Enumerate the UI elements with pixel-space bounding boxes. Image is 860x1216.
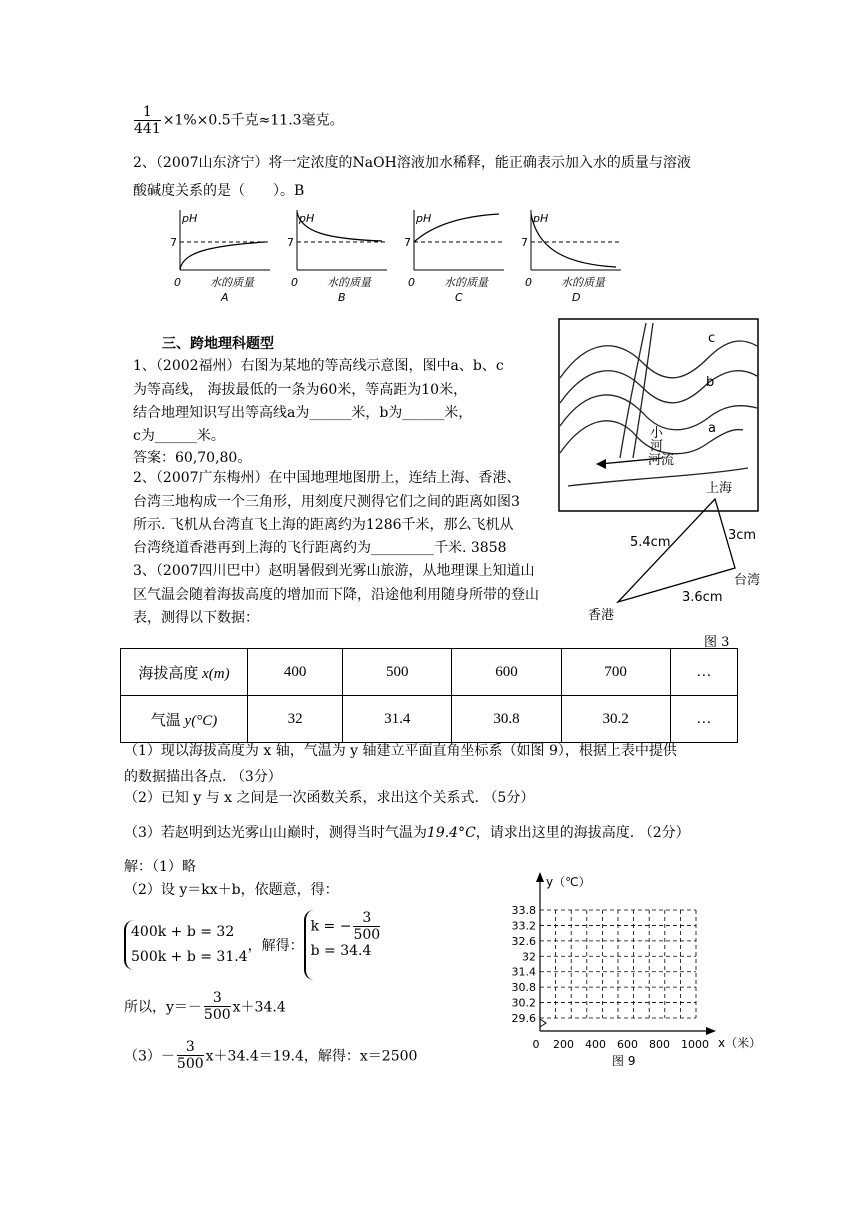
data-table	[120, 648, 738, 743]
table-cell: 400	[248, 649, 343, 696]
equation-system	[124, 910, 382, 980]
ph-option-letter: B	[338, 291, 346, 304]
q3-line2: 区气温会随着海拔高度的增加而下降，沿途他利用随身所带的登山	[133, 587, 539, 603]
k-fraction	[353, 910, 380, 943]
ph-graph-a	[170, 210, 270, 304]
altitude-var: x(m)	[202, 665, 230, 682]
ph-axis-label: pH	[182, 212, 198, 225]
river-label-3: 河流	[648, 453, 675, 468]
ph-water-label: 水的质量	[327, 276, 371, 289]
table-cell: 600	[452, 649, 561, 696]
equation-1: 400k + b = 32	[131, 924, 235, 940]
sub1-line1: （1）现以海拔高度为 x 轴，气温为 y 轴建立平面直角坐标系（如图 9），根据上表中提供	[124, 743, 677, 759]
figure3-caption: 图 3	[704, 635, 730, 650]
label-taiwan: 台湾	[734, 573, 761, 588]
k-frac-den: 500	[353, 927, 381, 943]
grid-y-arrow	[536, 872, 544, 882]
grid-y-label: y（℃）	[546, 875, 591, 889]
ph-water-label: 水的质量	[210, 276, 254, 289]
river-label-2: 河	[650, 439, 664, 454]
dist-shanghai-taiwan: 3cm	[728, 528, 757, 543]
grid-y-tick: 29.6	[511, 1012, 536, 1025]
part3-line	[124, 1039, 417, 1072]
ph-option-letter: A	[221, 291, 229, 304]
table-cell: 500	[343, 649, 452, 696]
equation-brace-left	[124, 920, 248, 970]
ph-axis-label: pH	[299, 212, 315, 225]
ph-curve	[180, 242, 265, 270]
ph-origin-label: 0	[291, 276, 298, 289]
grid-axis-break	[540, 1019, 546, 1027]
part3-fraction	[177, 1039, 204, 1072]
sub3-line	[124, 823, 690, 843]
ph-water-label: 水的质量	[561, 276, 605, 289]
grid-x-tick: 400	[585, 1038, 606, 1051]
q2-line3: 所示. 飞机从台湾直飞上海的距离约为1286千米，那么飞机从	[133, 517, 514, 533]
result-frac-num: 3	[204, 990, 231, 1007]
ph-seven-label: 7	[404, 236, 411, 249]
q1-line3: 结合地理知识写出等高线a为______米，b为______米，	[133, 405, 473, 421]
q1-line4: c为______米。	[133, 428, 225, 444]
solution-part2: （2）设 y＝kx＋b，依题意，得：	[124, 882, 339, 898]
calc-rest: ×1%×0.5千克≈11.3毫克。	[162, 112, 344, 129]
contour-label-b: b	[706, 375, 715, 390]
q1-line1: 1、（2002福州）右图为某地的等高线示意图，图中a、b、c	[133, 358, 504, 374]
ph-graphs	[160, 206, 640, 306]
table-cell: 30.2	[561, 696, 670, 743]
grid-y-tick: 30.8	[511, 981, 536, 995]
grid-caption: 图 9	[612, 1054, 636, 1068]
result-suffix: x＋34.4	[232, 999, 286, 1016]
dist-hongkong-taiwan: 3.6cm	[682, 590, 723, 605]
q2-line2: 台湾三地构成一个三角形，用刻度尺测得它们之间的距离如图3	[133, 494, 520, 510]
solved-text: ，解得：	[247, 938, 304, 954]
ph-axis-label: pH	[533, 212, 549, 225]
result-line	[124, 990, 286, 1023]
table-header-temperature	[121, 696, 248, 743]
table-cell: 32	[248, 696, 343, 743]
grid-y-tick: 32	[522, 950, 536, 964]
result-fraction	[204, 990, 231, 1023]
calc-fraction	[134, 104, 161, 137]
table-cell: 30.8	[452, 696, 561, 743]
q3-line3: 表，测得以下数据：	[133, 610, 259, 626]
result-frac-den: 500	[203, 1007, 231, 1023]
calc-frac-num: 1	[134, 104, 161, 121]
table-cell: …	[670, 649, 737, 696]
naoh-question-line1: 2、（2007山东济宁）将一定浓度的NaOH溶液加水稀释，能正确表示加入水的质量与溶液	[133, 155, 691, 171]
table-cell: 700	[561, 649, 670, 696]
temperature-label: 气温	[150, 712, 181, 729]
grid-x-label: x（米）	[718, 1036, 762, 1050]
q1-line2: 为等高线， 海拔最低的一条为60米，等高距为10米，	[133, 382, 468, 398]
ph-water-label: 水的质量	[444, 276, 488, 289]
calc-line	[132, 104, 344, 137]
table-row-altitude	[121, 649, 738, 696]
b-value: b = 34.4	[310, 943, 372, 959]
section-title: 三、跨地理科题型	[162, 336, 274, 352]
ph-graph-d	[521, 210, 621, 304]
grid-x-tick: 200	[553, 1038, 574, 1051]
grid-y-tick: 30.2	[511, 996, 536, 1010]
grid-y-tick: 33.2	[511, 919, 536, 933]
part3-frac-num: 3	[177, 1039, 204, 1056]
ph-seven-label: 7	[521, 236, 528, 249]
solution-brace	[304, 910, 383, 980]
q2-line4: 台湾绕道香港再到上海的飞行距离约为_________千米. 3858	[133, 540, 507, 556]
k-frac-num: 3	[353, 910, 380, 927]
grid-x-tick: 600	[617, 1038, 638, 1051]
grid-x-arrow	[706, 1027, 716, 1035]
triangle-shape	[618, 499, 735, 602]
triangle-figure	[580, 478, 780, 628]
sub3-text-a: （3）若赵明到达光雾山山巅时，测得当时气温为	[124, 825, 427, 841]
label-hongkong: 香港	[588, 608, 615, 623]
grid-y-tick: 31.4	[511, 965, 536, 979]
ph-graph-b	[287, 210, 387, 304]
table-header-altitude	[121, 649, 248, 696]
part3-suffix: x＋34.4＝19.4，解得：x＝2500	[205, 1048, 418, 1065]
part3-frac-den: 500	[176, 1056, 204, 1072]
equation-2: 500k + b = 31.4	[131, 949, 248, 965]
grid-x-tick: 1000	[681, 1038, 709, 1051]
temperature-var: y(°C)	[184, 712, 218, 729]
sub2-line: （2）已知 y 与 x 之间是一次函数关系，求出这个关系式. （5分）	[124, 790, 535, 806]
naoh-question-line2: 酸碱度关系的是（ ）。B	[133, 183, 305, 199]
grid-y-tick: 32.6	[511, 934, 536, 948]
grid-x-tick: 0	[532, 1038, 540, 1051]
solution-part1: 解：（1）略	[124, 859, 196, 875]
river-label-1: 小	[650, 426, 664, 441]
sub1-line2: 的数据描出各点. （3分）	[124, 769, 282, 785]
k-lhs: k = −	[310, 918, 352, 935]
grid-x-tick: 800	[649, 1038, 670, 1051]
ph-graph-c	[404, 210, 504, 304]
table-row-temperature	[121, 696, 738, 743]
q2-line1: 2、（2007广东梅州）在中国地理地图册上，连结上海、香港、	[133, 470, 521, 486]
sub3-temperature: 19.4°C	[426, 825, 476, 841]
ph-seven-label: 7	[287, 236, 294, 249]
ph-seven-label: 7	[170, 236, 177, 249]
contour-label-a: a	[708, 421, 716, 436]
ph-origin-label: 0	[525, 276, 532, 289]
result-prefix: 所以，y＝－	[124, 999, 202, 1016]
part3-prefix: （3）－	[124, 1048, 175, 1065]
ph-axis-label: pH	[416, 212, 432, 225]
q3-line1: 3、（2007四川巴中）赵明暑假到光雾山旅游，从地理课上知道山	[133, 563, 535, 579]
altitude-label: 海拔高度	[138, 665, 199, 682]
contour-label-c: c	[708, 331, 716, 346]
grid-figure	[490, 868, 770, 1078]
table-cell: 31.4	[343, 696, 452, 743]
sub3-text-b: ，请求出这里的海拔高度. （2分）	[475, 825, 690, 841]
ph-origin-label: 0	[174, 276, 181, 289]
ph-option-letter: C	[455, 291, 463, 304]
dist-shanghai-hongkong: 5.4cm	[630, 535, 671, 550]
grid-y-tick: 33.8	[511, 904, 536, 917]
q1-answer: 答案：60,70,80。	[133, 450, 252, 466]
label-shanghai: 上海	[706, 481, 733, 496]
table-cell: …	[670, 696, 737, 743]
ph-origin-label: 0	[408, 276, 415, 289]
calc-frac-den: 441	[134, 121, 161, 137]
ph-option-letter: D	[572, 291, 581, 304]
